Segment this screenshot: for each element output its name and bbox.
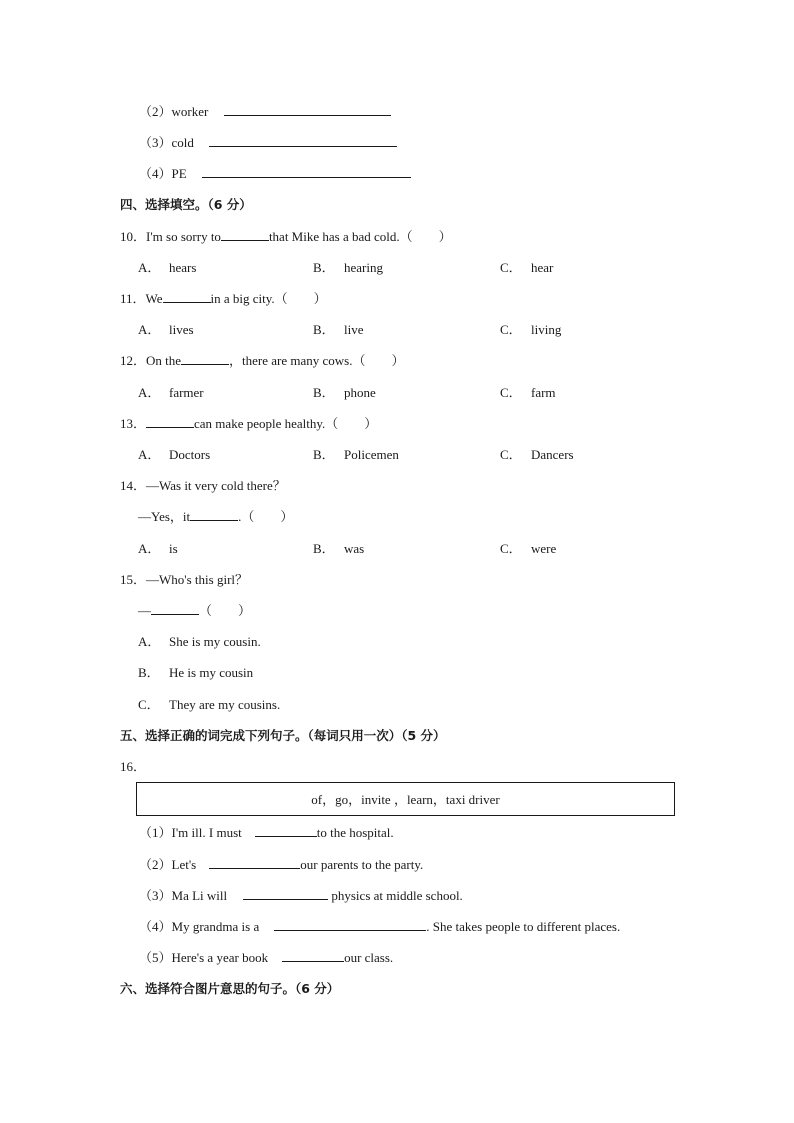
question-16-number: 16．	[120, 759, 147, 774]
answer-blank[interactable]	[221, 229, 269, 241]
answer-blank[interactable]	[255, 825, 317, 837]
q16-item-4: （4）My grandma is a . She takes people to different places.	[139, 919, 621, 934]
q9-item-2: （2）worker	[139, 104, 391, 120]
q16-item-5: （5）Here's a year book our class.	[139, 950, 394, 965]
q12-option-a[interactable]: A． farmer	[138, 385, 204, 400]
answer-blank[interactable]	[243, 888, 328, 900]
q14-option-c[interactable]: C． were	[500, 541, 557, 556]
answer-blank[interactable]	[282, 950, 344, 962]
section-6-heading: 六、选择符合图片意思的句子。（6 分）	[120, 981, 340, 996]
question-11: 11．We in a big city.（ ）	[120, 291, 327, 306]
q14-option-b[interactable]: B． was	[313, 541, 365, 556]
q15-option-b[interactable]: B． He is my cousin	[138, 665, 254, 680]
question-15: 15．—Who's this girl？	[120, 572, 249, 587]
q11-option-a[interactable]: A． lives	[138, 322, 194, 337]
answer-blank[interactable]	[209, 135, 397, 147]
q10-option-b[interactable]: B． hearing	[313, 260, 383, 275]
answer-blank[interactable]	[151, 603, 199, 615]
q12-option-c[interactable]: C． farm	[500, 385, 556, 400]
question-14-response: —Yes，it .（ ）	[138, 509, 294, 524]
q13-option-b[interactable]: B． Policemen	[313, 447, 399, 462]
q13-option-c[interactable]: C． Dancers	[500, 447, 574, 462]
answer-blank[interactable]	[274, 919, 426, 931]
q16-item-3: （3）Ma Li will physics at middle school.	[139, 888, 463, 903]
question-10: 10．I'm so sorry to that Mike has a bad cold.（ ）	[120, 229, 452, 244]
q14-option-a[interactable]: A． is	[138, 541, 178, 556]
question-14: 14．—Was it very cold there？	[120, 478, 286, 493]
word-bank: of，go，invite ，learn，taxi driver	[311, 792, 500, 807]
q11-option-c[interactable]: C． living	[500, 322, 562, 337]
q9-item-3: （3）cold	[139, 135, 397, 151]
question-12: 12．On the ，there are many cows.（ ）	[120, 353, 405, 368]
word-bank-box	[136, 782, 675, 816]
q13-option-a[interactable]: A． Doctors	[138, 447, 211, 462]
q16-item-2: （2）Let's our parents to the party.	[139, 857, 424, 872]
answer-blank[interactable]	[181, 353, 229, 365]
section-5-heading: 五、选择正确的词完成下列句子。（每词只用一次）（5 分）	[120, 728, 446, 743]
answer-blank[interactable]	[146, 416, 194, 428]
q12-option-b[interactable]: B． phone	[313, 385, 376, 400]
q9-item-4: （4）PE	[139, 166, 411, 182]
q15-option-c[interactable]: C． They are my cousins.	[138, 697, 281, 712]
q10-option-c[interactable]: C． hear	[500, 260, 554, 275]
section-4-heading: 四、选择填空。（6 分）	[120, 197, 252, 212]
answer-blank[interactable]	[190, 509, 238, 521]
answer-blank[interactable]	[163, 291, 211, 303]
q10-option-a[interactable]: A． hears	[138, 260, 197, 275]
answer-blank[interactable]	[209, 857, 300, 869]
q15-option-a[interactable]: A． She is my cousin.	[138, 634, 261, 649]
question-13: 13． can make people healthy.（ ）	[120, 416, 378, 431]
answer-blank[interactable]	[202, 166, 411, 178]
q16-item-1: （1）I'm ill. I must to the hospital.	[139, 825, 394, 840]
answer-blank[interactable]	[224, 104, 391, 116]
q11-option-b[interactable]: B． live	[313, 322, 364, 337]
question-15-response: — （ ）	[138, 603, 252, 618]
